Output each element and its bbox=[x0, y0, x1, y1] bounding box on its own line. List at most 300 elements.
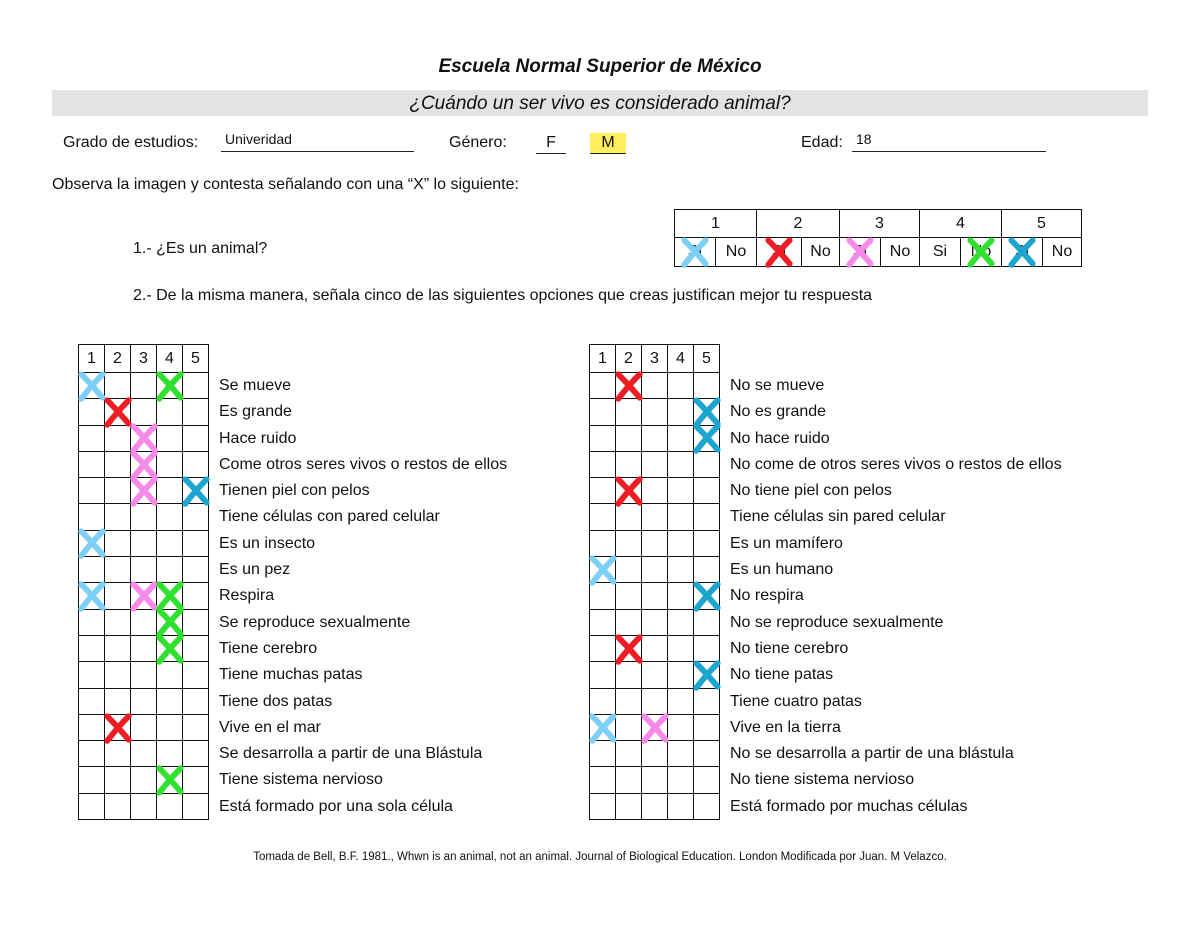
q1-column-header: 2 bbox=[757, 210, 840, 238]
grid-cell[interactable] bbox=[590, 609, 616, 635]
grid-cell[interactable] bbox=[183, 688, 209, 714]
grado-value: Univeridad bbox=[225, 131, 292, 147]
x-mark bbox=[180, 475, 212, 507]
option-label: Tiene cerebro bbox=[219, 639, 318, 657]
grid-cell[interactable] bbox=[157, 767, 183, 793]
grid-cell[interactable] bbox=[183, 583, 209, 609]
grid-row bbox=[79, 662, 209, 688]
x-mark bbox=[613, 370, 645, 402]
option-label: No hace ruido bbox=[730, 429, 830, 447]
grid-cell[interactable] bbox=[590, 373, 616, 399]
grid-row bbox=[590, 662, 720, 688]
q1-option-si[interactable]: Si bbox=[840, 238, 881, 267]
grid-cell[interactable] bbox=[79, 425, 105, 451]
grid-cell[interactable] bbox=[157, 399, 183, 425]
grid-cell[interactable] bbox=[616, 714, 642, 740]
citation-footer: Tomada de Bell, B.F. 1981., Whwn is an animal, not an animal. Journal of Biological Education. London Modificada por Juan. M Velazco. bbox=[253, 851, 947, 863]
grid-cell[interactable] bbox=[105, 741, 131, 767]
grid-cell[interactable] bbox=[183, 714, 209, 740]
grado-label: Grado de estudios: bbox=[63, 134, 199, 151]
grid-cell[interactable] bbox=[642, 741, 668, 767]
grid-cell[interactable] bbox=[616, 741, 642, 767]
grid-cell[interactable] bbox=[157, 714, 183, 740]
x-mark bbox=[128, 422, 160, 454]
grid-cell[interactable] bbox=[131, 425, 157, 451]
grid-cell[interactable] bbox=[131, 583, 157, 609]
grid-cell[interactable] bbox=[105, 399, 131, 425]
grid-cell[interactable] bbox=[590, 451, 616, 477]
q1-option-si[interactable]: Si bbox=[757, 238, 802, 267]
grid-cell[interactable] bbox=[694, 557, 720, 583]
x-mark bbox=[154, 633, 186, 665]
grid-cell[interactable] bbox=[590, 399, 616, 425]
grid-row bbox=[79, 767, 209, 793]
grid-row bbox=[590, 714, 720, 740]
grid-cell[interactable] bbox=[131, 635, 157, 661]
x-mark bbox=[587, 712, 619, 744]
grid-cell[interactable] bbox=[694, 609, 720, 635]
option-label: Es un insecto bbox=[219, 534, 316, 552]
grid-cell[interactable] bbox=[590, 793, 616, 819]
grid-cell[interactable] bbox=[642, 714, 668, 740]
grid-row bbox=[79, 688, 209, 714]
grid-cell[interactable] bbox=[157, 793, 183, 819]
grid-row bbox=[590, 793, 720, 819]
grid-cell[interactable] bbox=[105, 504, 131, 530]
grid-cell[interactable] bbox=[694, 767, 720, 793]
grid-cell[interactable] bbox=[131, 478, 157, 504]
grid-row bbox=[590, 741, 720, 767]
grid-row bbox=[590, 609, 720, 635]
x-mark bbox=[154, 606, 186, 638]
grid-cell[interactable] bbox=[694, 662, 720, 688]
q1-option-no[interactable]: No bbox=[802, 238, 840, 267]
grid-cell[interactable] bbox=[590, 767, 616, 793]
option-label: Tiene células con pared celular bbox=[219, 508, 440, 526]
grid-cell[interactable] bbox=[668, 478, 694, 504]
genero-option-m-selected[interactable]: M bbox=[590, 133, 626, 154]
option-label: No tiene piel con pelos bbox=[730, 482, 892, 500]
option-label: Es grande bbox=[219, 403, 292, 421]
grid-cell[interactable] bbox=[590, 557, 616, 583]
q1-option-no[interactable]: No bbox=[716, 238, 757, 267]
edad-value: 18 bbox=[856, 131, 872, 147]
grid-cell[interactable] bbox=[668, 583, 694, 609]
grid-cell[interactable] bbox=[694, 793, 720, 819]
grid-cell[interactable] bbox=[183, 741, 209, 767]
grid-cell[interactable] bbox=[616, 373, 642, 399]
grid-cell[interactable] bbox=[105, 583, 131, 609]
q1-option-si[interactable]: Si bbox=[1002, 238, 1043, 267]
grid-cell[interactable] bbox=[157, 609, 183, 635]
grid-cell[interactable] bbox=[590, 504, 616, 530]
grid-cell[interactable] bbox=[79, 662, 105, 688]
q1-option-si[interactable]: Si bbox=[920, 238, 961, 267]
grid-cell[interactable] bbox=[616, 609, 642, 635]
grid-cell[interactable] bbox=[668, 557, 694, 583]
x-mark bbox=[154, 580, 186, 612]
grid-cell[interactable] bbox=[79, 399, 105, 425]
grid-cell[interactable] bbox=[157, 504, 183, 530]
grid-row bbox=[79, 451, 209, 477]
option-label: Tiene sistema nervioso bbox=[219, 771, 383, 789]
grid-cell[interactable] bbox=[79, 635, 105, 661]
grid-cell[interactable] bbox=[105, 557, 131, 583]
grid-cell[interactable] bbox=[616, 583, 642, 609]
x-mark bbox=[613, 633, 645, 665]
grid-cell[interactable] bbox=[157, 583, 183, 609]
grid-row bbox=[590, 504, 720, 530]
grid-row bbox=[79, 478, 209, 504]
grid-cell[interactable] bbox=[694, 741, 720, 767]
grid-cell[interactable] bbox=[157, 557, 183, 583]
option-label: No respira bbox=[730, 587, 804, 605]
q1-option-si[interactable]: Si bbox=[675, 238, 716, 267]
left-options-grid bbox=[78, 344, 209, 820]
grid-cell[interactable] bbox=[157, 425, 183, 451]
grid-cell[interactable] bbox=[183, 635, 209, 661]
grid-row bbox=[79, 504, 209, 530]
option-label: Se reproduce sexualmente bbox=[219, 613, 411, 631]
grid-cell[interactable] bbox=[183, 557, 209, 583]
grid-cell[interactable] bbox=[616, 504, 642, 530]
q1-option-no[interactable]: No bbox=[1043, 238, 1082, 267]
x-mark bbox=[128, 580, 160, 612]
grid-cell[interactable] bbox=[79, 557, 105, 583]
grid-cell[interactable] bbox=[694, 399, 720, 425]
grid-cell[interactable] bbox=[79, 504, 105, 530]
grid-cell[interactable] bbox=[183, 662, 209, 688]
grid-cell[interactable] bbox=[183, 451, 209, 477]
grid-cell[interactable] bbox=[79, 530, 105, 556]
grid-row bbox=[590, 557, 720, 583]
grid-cell[interactable] bbox=[105, 635, 131, 661]
grid-cell[interactable] bbox=[590, 478, 616, 504]
grid-cell[interactable] bbox=[642, 478, 668, 504]
option-label: Come otros seres vivos o restos de ellos bbox=[219, 455, 508, 473]
grid-cell[interactable] bbox=[616, 425, 642, 451]
grid-cell[interactable] bbox=[668, 688, 694, 714]
grid-cell[interactable] bbox=[668, 373, 694, 399]
grid-cell[interactable] bbox=[183, 609, 209, 635]
grid-cell[interactable] bbox=[590, 635, 616, 661]
question-2: 2.- De la misma manera, señala cinco de las siguientes opciones que creas justifican mejor tu respuesta bbox=[133, 287, 873, 304]
grid-cell[interactable] bbox=[590, 741, 616, 767]
grid-row bbox=[590, 399, 720, 425]
option-label: Tiene células sin pared celular bbox=[730, 508, 946, 526]
grid-cell[interactable] bbox=[157, 662, 183, 688]
grid-row bbox=[590, 688, 720, 714]
option-label: Es un humano bbox=[730, 561, 834, 579]
grid-row bbox=[590, 373, 720, 399]
grid-row bbox=[79, 609, 209, 635]
grid-column-header: 4 bbox=[668, 345, 694, 373]
grid-cell[interactable] bbox=[642, 583, 668, 609]
grid-cell[interactable] bbox=[642, 399, 668, 425]
genero-option-f[interactable]: F bbox=[536, 133, 566, 154]
option-label: Vive en el mar bbox=[219, 718, 321, 736]
grid-row bbox=[79, 741, 209, 767]
instructions: Observa la imagen y contesta señalando con una “X” lo siguiente: bbox=[52, 176, 519, 193]
grid-cell[interactable] bbox=[694, 425, 720, 451]
grid-cell[interactable] bbox=[616, 767, 642, 793]
grid-cell[interactable] bbox=[590, 688, 616, 714]
grid-cell[interactable] bbox=[590, 583, 616, 609]
grid-cell[interactable] bbox=[668, 504, 694, 530]
grid-cell[interactable] bbox=[694, 478, 720, 504]
grid-cell[interactable] bbox=[157, 688, 183, 714]
grid-row bbox=[79, 635, 209, 661]
grid-cell[interactable] bbox=[668, 635, 694, 661]
option-label: Es un mamífero bbox=[730, 534, 843, 552]
grid-row bbox=[79, 425, 209, 451]
grid-row bbox=[79, 373, 209, 399]
grid-cell[interactable] bbox=[668, 793, 694, 819]
grid-cell[interactable] bbox=[157, 373, 183, 399]
grid-row bbox=[590, 583, 720, 609]
grid-cell[interactable] bbox=[616, 662, 642, 688]
grid-cell[interactable] bbox=[131, 504, 157, 530]
grid-cell[interactable] bbox=[79, 373, 105, 399]
grid-cell[interactable] bbox=[79, 741, 105, 767]
grid-cell[interactable] bbox=[694, 504, 720, 530]
option-label: Respira bbox=[219, 587, 275, 605]
grid-row bbox=[590, 635, 720, 661]
grid-cell[interactable] bbox=[616, 793, 642, 819]
grid-cell[interactable] bbox=[105, 478, 131, 504]
grid-cell[interactable] bbox=[183, 767, 209, 793]
x-mark bbox=[639, 712, 671, 744]
grid-cell[interactable] bbox=[694, 451, 720, 477]
grado-field[interactable] bbox=[221, 129, 414, 152]
grid-cell[interactable] bbox=[616, 399, 642, 425]
x-mark bbox=[691, 580, 723, 612]
grid-cell[interactable] bbox=[642, 635, 668, 661]
grid-cell[interactable] bbox=[642, 530, 668, 556]
grid-cell[interactable] bbox=[131, 767, 157, 793]
grid-cell[interactable] bbox=[183, 478, 209, 504]
option-label: Está formado por muchas células bbox=[730, 797, 968, 815]
grid-cell[interactable] bbox=[79, 767, 105, 793]
grid-row bbox=[590, 478, 720, 504]
grid-row bbox=[590, 530, 720, 556]
grid-cell[interactable] bbox=[131, 688, 157, 714]
right-options-grid bbox=[589, 344, 720, 820]
grid-cell[interactable] bbox=[616, 530, 642, 556]
option-label: Es un pez bbox=[219, 561, 291, 579]
grid-cell[interactable] bbox=[616, 688, 642, 714]
grid-cell[interactable] bbox=[694, 583, 720, 609]
school-title: Escuela Normal Superior de México bbox=[438, 56, 762, 77]
grid-cell[interactable] bbox=[642, 688, 668, 714]
grid-cell[interactable] bbox=[79, 793, 105, 819]
grid-row bbox=[590, 451, 720, 477]
grid-column-header: 3 bbox=[131, 345, 157, 373]
x-mark bbox=[102, 396, 134, 428]
q1-column-header: 1 bbox=[675, 210, 757, 238]
grid-cell[interactable] bbox=[616, 451, 642, 477]
grid-column-header: 1 bbox=[590, 345, 616, 373]
x-mark bbox=[691, 396, 723, 428]
x-mark bbox=[613, 475, 645, 507]
grid-cell[interactable] bbox=[131, 451, 157, 477]
q1-column-header: 3 bbox=[840, 210, 920, 238]
grid-row bbox=[590, 425, 720, 451]
grid-cell[interactable] bbox=[642, 425, 668, 451]
grid-cell[interactable] bbox=[131, 399, 157, 425]
grid-cell[interactable] bbox=[590, 714, 616, 740]
grid-cell[interactable] bbox=[157, 741, 183, 767]
grid-cell[interactable] bbox=[157, 451, 183, 477]
grid-cell[interactable] bbox=[642, 557, 668, 583]
x-mark bbox=[128, 449, 160, 481]
x-mark bbox=[154, 764, 186, 796]
grid-cell[interactable] bbox=[105, 767, 131, 793]
grid-cell[interactable] bbox=[642, 451, 668, 477]
x-mark bbox=[691, 422, 723, 454]
grid-cell[interactable] bbox=[157, 478, 183, 504]
grid-cell[interactable] bbox=[105, 662, 131, 688]
grid-cell[interactable] bbox=[642, 373, 668, 399]
option-label: Tiene dos patas bbox=[219, 692, 333, 710]
grid-cell[interactable] bbox=[183, 425, 209, 451]
grid-cell[interactable] bbox=[105, 688, 131, 714]
x-mark bbox=[76, 370, 108, 402]
option-label: Vive en la tierra bbox=[730, 718, 841, 736]
q1-option-no[interactable]: No bbox=[881, 238, 920, 267]
grid-cell[interactable] bbox=[590, 530, 616, 556]
x-mark bbox=[1002, 236, 1042, 268]
grid-column-header: 3 bbox=[642, 345, 668, 373]
option-label: Tienen piel con pelos bbox=[219, 482, 370, 500]
option-label: Se mueve bbox=[219, 377, 292, 394]
grid-cell[interactable] bbox=[668, 741, 694, 767]
grid-cell[interactable] bbox=[105, 530, 131, 556]
grid-cell[interactable] bbox=[105, 373, 131, 399]
option-label: Tiene muchas patas bbox=[219, 666, 363, 684]
q1-answer-table bbox=[674, 209, 1082, 267]
grid-cell[interactable] bbox=[131, 530, 157, 556]
grid-cell[interactable] bbox=[79, 583, 105, 609]
grid-cell[interactable] bbox=[79, 478, 105, 504]
grid-cell[interactable] bbox=[79, 451, 105, 477]
grid-cell[interactable] bbox=[668, 425, 694, 451]
grid-column-header: 5 bbox=[694, 345, 720, 373]
x-mark bbox=[961, 236, 1001, 268]
grid-cell[interactable] bbox=[642, 662, 668, 688]
grid-cell[interactable] bbox=[694, 635, 720, 661]
option-label: No tiene cerebro bbox=[730, 639, 849, 657]
grid-cell[interactable] bbox=[131, 557, 157, 583]
option-label: No se desarrolla a partir de una blástula bbox=[730, 745, 1014, 763]
grid-cell[interactable] bbox=[131, 662, 157, 688]
question-banner: ¿Cuándo un ser vivo es considerado animal? bbox=[52, 90, 1148, 116]
grid-cell[interactable] bbox=[668, 662, 694, 688]
x-mark bbox=[76, 580, 108, 612]
grid-column-header: 4 bbox=[157, 345, 183, 373]
grid-row bbox=[79, 399, 209, 425]
grid-row bbox=[79, 530, 209, 556]
grid-cell[interactable] bbox=[668, 451, 694, 477]
grid-cell[interactable] bbox=[668, 767, 694, 793]
grid-cell[interactable] bbox=[105, 609, 131, 635]
grid-cell[interactable] bbox=[642, 609, 668, 635]
grid-cell[interactable] bbox=[183, 530, 209, 556]
grid-cell[interactable] bbox=[131, 373, 157, 399]
question-1: 1.- ¿Es un animal? bbox=[133, 240, 268, 257]
grid-cell[interactable] bbox=[616, 557, 642, 583]
grid-cell[interactable] bbox=[157, 530, 183, 556]
grid-cell[interactable] bbox=[183, 373, 209, 399]
grid-column-header: 5 bbox=[183, 345, 209, 373]
grid-cell[interactable] bbox=[131, 609, 157, 635]
x-mark bbox=[840, 236, 880, 268]
grid-cell[interactable] bbox=[642, 504, 668, 530]
grid-column-header: 2 bbox=[616, 345, 642, 373]
right-options-labels bbox=[730, 373, 1062, 820]
grid-cell[interactable] bbox=[105, 714, 131, 740]
x-mark bbox=[691, 659, 723, 691]
grid-cell[interactable] bbox=[79, 714, 105, 740]
x-mark bbox=[102, 712, 134, 744]
grid-cell[interactable] bbox=[590, 662, 616, 688]
option-label: No se reproduce sexualmente bbox=[730, 613, 944, 631]
edad-label: Edad: bbox=[801, 134, 843, 151]
grid-column-header: 1 bbox=[79, 345, 105, 373]
grid-cell[interactable] bbox=[105, 425, 131, 451]
grid-cell[interactable] bbox=[131, 714, 157, 740]
grid-cell[interactable] bbox=[105, 451, 131, 477]
grid-cell[interactable] bbox=[694, 530, 720, 556]
grid-row bbox=[79, 583, 209, 609]
x-mark bbox=[76, 527, 108, 559]
grid-cell[interactable] bbox=[131, 741, 157, 767]
grid-row bbox=[79, 793, 209, 819]
option-label: No come de otros seres vivos o restos de ellos bbox=[730, 455, 1062, 473]
option-label: Se desarrolla a partir de una Blástula bbox=[219, 745, 483, 763]
grid-cell[interactable] bbox=[79, 688, 105, 714]
edad-field[interactable] bbox=[852, 129, 1046, 152]
genero-label: Género: bbox=[449, 134, 507, 151]
grid-cell[interactable] bbox=[616, 635, 642, 661]
option-label: No es grande bbox=[730, 403, 827, 421]
option-label: No tiene sistema nervioso bbox=[730, 771, 915, 789]
grid-cell[interactable] bbox=[668, 609, 694, 635]
grid-cell[interactable] bbox=[590, 425, 616, 451]
grid-cell[interactable] bbox=[668, 530, 694, 556]
grid-cell[interactable] bbox=[694, 373, 720, 399]
grid-cell[interactable] bbox=[131, 793, 157, 819]
grid-cell[interactable] bbox=[105, 793, 131, 819]
q1-option-no[interactable]: No bbox=[961, 238, 1002, 267]
grid-cell[interactable] bbox=[157, 635, 183, 661]
grid-cell[interactable] bbox=[668, 399, 694, 425]
grid-cell[interactable] bbox=[616, 478, 642, 504]
q1-column-header: 4 bbox=[920, 210, 1002, 238]
grid-cell[interactable] bbox=[642, 793, 668, 819]
grid-row bbox=[79, 714, 209, 740]
grid-cell[interactable] bbox=[183, 399, 209, 425]
grid-cell[interactable] bbox=[668, 714, 694, 740]
x-mark bbox=[128, 475, 160, 507]
grid-cell[interactable] bbox=[183, 504, 209, 530]
grid-cell[interactable] bbox=[694, 688, 720, 714]
grid-cell[interactable] bbox=[183, 793, 209, 819]
grid-cell[interactable] bbox=[79, 609, 105, 635]
grid-cell[interactable] bbox=[642, 767, 668, 793]
option-label: No tiene patas bbox=[730, 666, 834, 684]
grid-cell[interactable] bbox=[694, 714, 720, 740]
